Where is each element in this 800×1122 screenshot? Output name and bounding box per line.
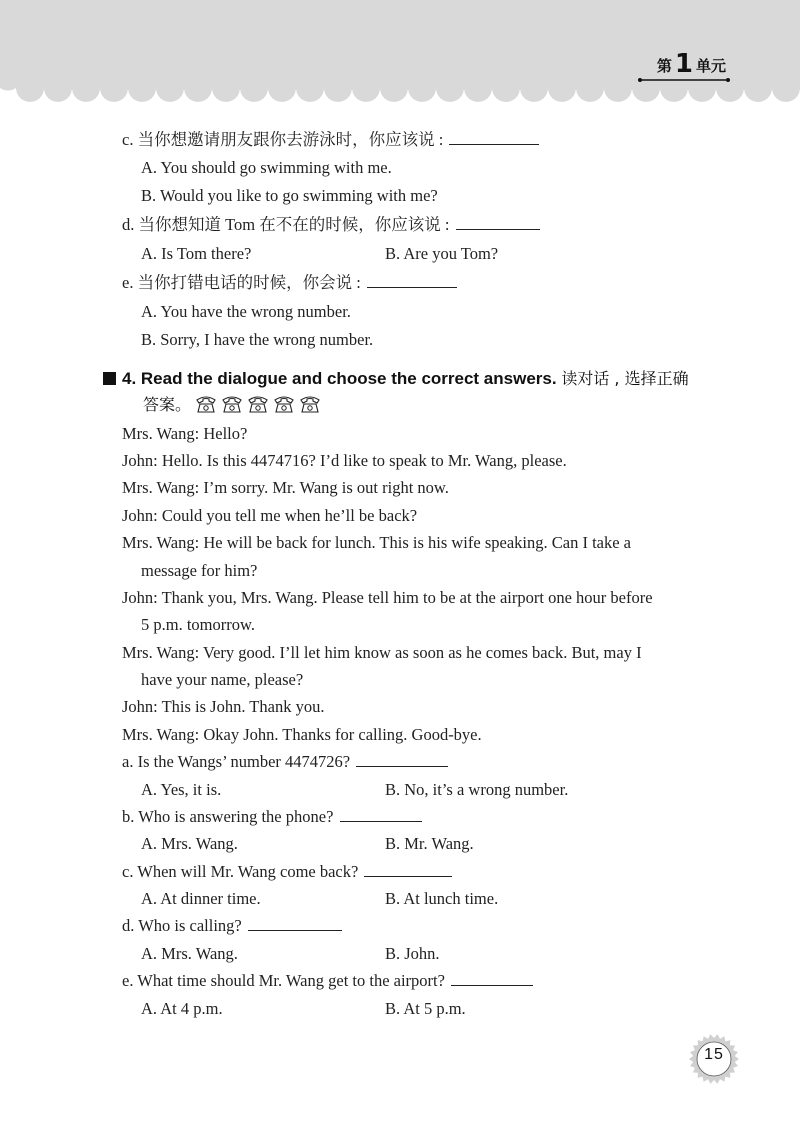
dialogue-line: John: Thank you, Mrs. Wang. Please tell him to be at the airport one hour before [122,588,653,607]
option-a-b: B. No, it’s a wrong number. [385,780,569,799]
prev-option-c-b: B. Would you like to go swimming with me? [141,186,438,205]
question-b: b. Who is answering the phone? [122,807,422,827]
prev-option-d-a: A. Is Tom there? [141,244,252,263]
section-title-cn-2: 答案。 [143,395,192,414]
prev-question-e: e. 当你打错电话的时候，你会说 : [122,273,457,293]
dialogue-line: Mrs. Wang: Very good. I’ll let him know as soon as he comes back. But, may I [122,643,642,662]
prev-option-d-b: B. Are you Tom? [385,244,499,263]
option-e-b: B. At 5 p.m. [385,999,466,1018]
option-e-a: A. At 4 p.m. [141,999,223,1018]
option-d-a: A. Mrs. Wang. [141,944,238,963]
option-c-b: B. At lunch time. [385,889,499,908]
section-title-cn: 读对话 , 选择正确 [561,369,689,388]
page-number: 15 [704,1046,724,1063]
answer-blank[interactable] [340,807,422,822]
unit-underline-decoration [638,78,730,82]
answer-blank[interactable] [367,273,457,288]
difficulty-rating [195,394,321,414]
prev-option-c-a: A. You should go swimming with me. [141,158,392,177]
prev-question-c: c. 当你想邀请朋友跟你去游泳时，你应该说 : [122,130,539,150]
unit-prefix: 第 [656,57,672,75]
answer-blank[interactable] [449,130,539,145]
dialogue-line: message for him? [141,561,258,580]
answer-blank[interactable] [364,862,452,877]
prev-question-d: d. 当你想知道 Tom 在不在的时候，你应该说 : [122,215,540,235]
telephone-icon [299,394,321,414]
question-a: a. Is the Wangs’ number 4474726? [122,752,448,772]
dialogue-line: John: Could you tell me when he’ll be back? [122,506,418,525]
dialogue-line: have your name, please? [141,670,304,689]
option-b-b: B. Mr. Wang. [385,834,474,853]
question-c: c. When will Mr. Wang come back? [122,862,452,882]
question-d: d. Who is calling? [122,916,342,936]
dialogue-line: Mrs. Wang: I’m sorry. Mr. Wang is out right now. [122,478,449,497]
section-marker-square [103,372,116,385]
option-b-a: A. Mrs. Wang. [141,834,238,853]
dialogue-line: 5 p.m. tomorrow. [141,615,255,634]
option-d-b: B. John. [385,944,440,963]
telephone-icon [247,394,269,414]
telephone-icon [273,394,295,414]
dialogue-line: Mrs. Wang: He will be back for lunch. This is his wife speaking. Can I take a [122,533,631,552]
section-title-en: 4. Read the dialogue and choose the correct answers. [122,369,557,388]
section-title [103,366,689,418]
dialogue-line: John: Hello. Is this 4474716? I’d like to speak to Mr. Wang, please. [122,451,567,470]
answer-blank[interactable] [248,916,342,931]
dialogue-line: Mrs. Wang: Okay John. Thanks for calling. Good-bye. [122,725,482,744]
answer-blank[interactable] [451,971,533,986]
unit-number: 1 [674,49,693,79]
prev-option-e-a: A. You have the wrong number. [141,302,351,321]
dialogue-line: Mrs. Wang: Hello? [122,424,248,443]
unit-label [656,49,726,79]
question-e: e. What time should Mr. Wang get to the airport? [122,971,533,991]
option-c-a: A. At dinner time. [141,889,261,908]
dialogue-line: John: This is John. Thank you. [122,697,325,716]
option-a-a: A. Yes, it is. [141,780,222,799]
telephone-icon [221,394,243,414]
answer-blank[interactable] [456,215,540,230]
answer-blank[interactable] [356,752,448,767]
prev-option-e-b: B. Sorry, I have the wrong number. [141,330,374,349]
unit-suffix: 单元 [695,57,726,75]
telephone-icon [195,394,217,414]
